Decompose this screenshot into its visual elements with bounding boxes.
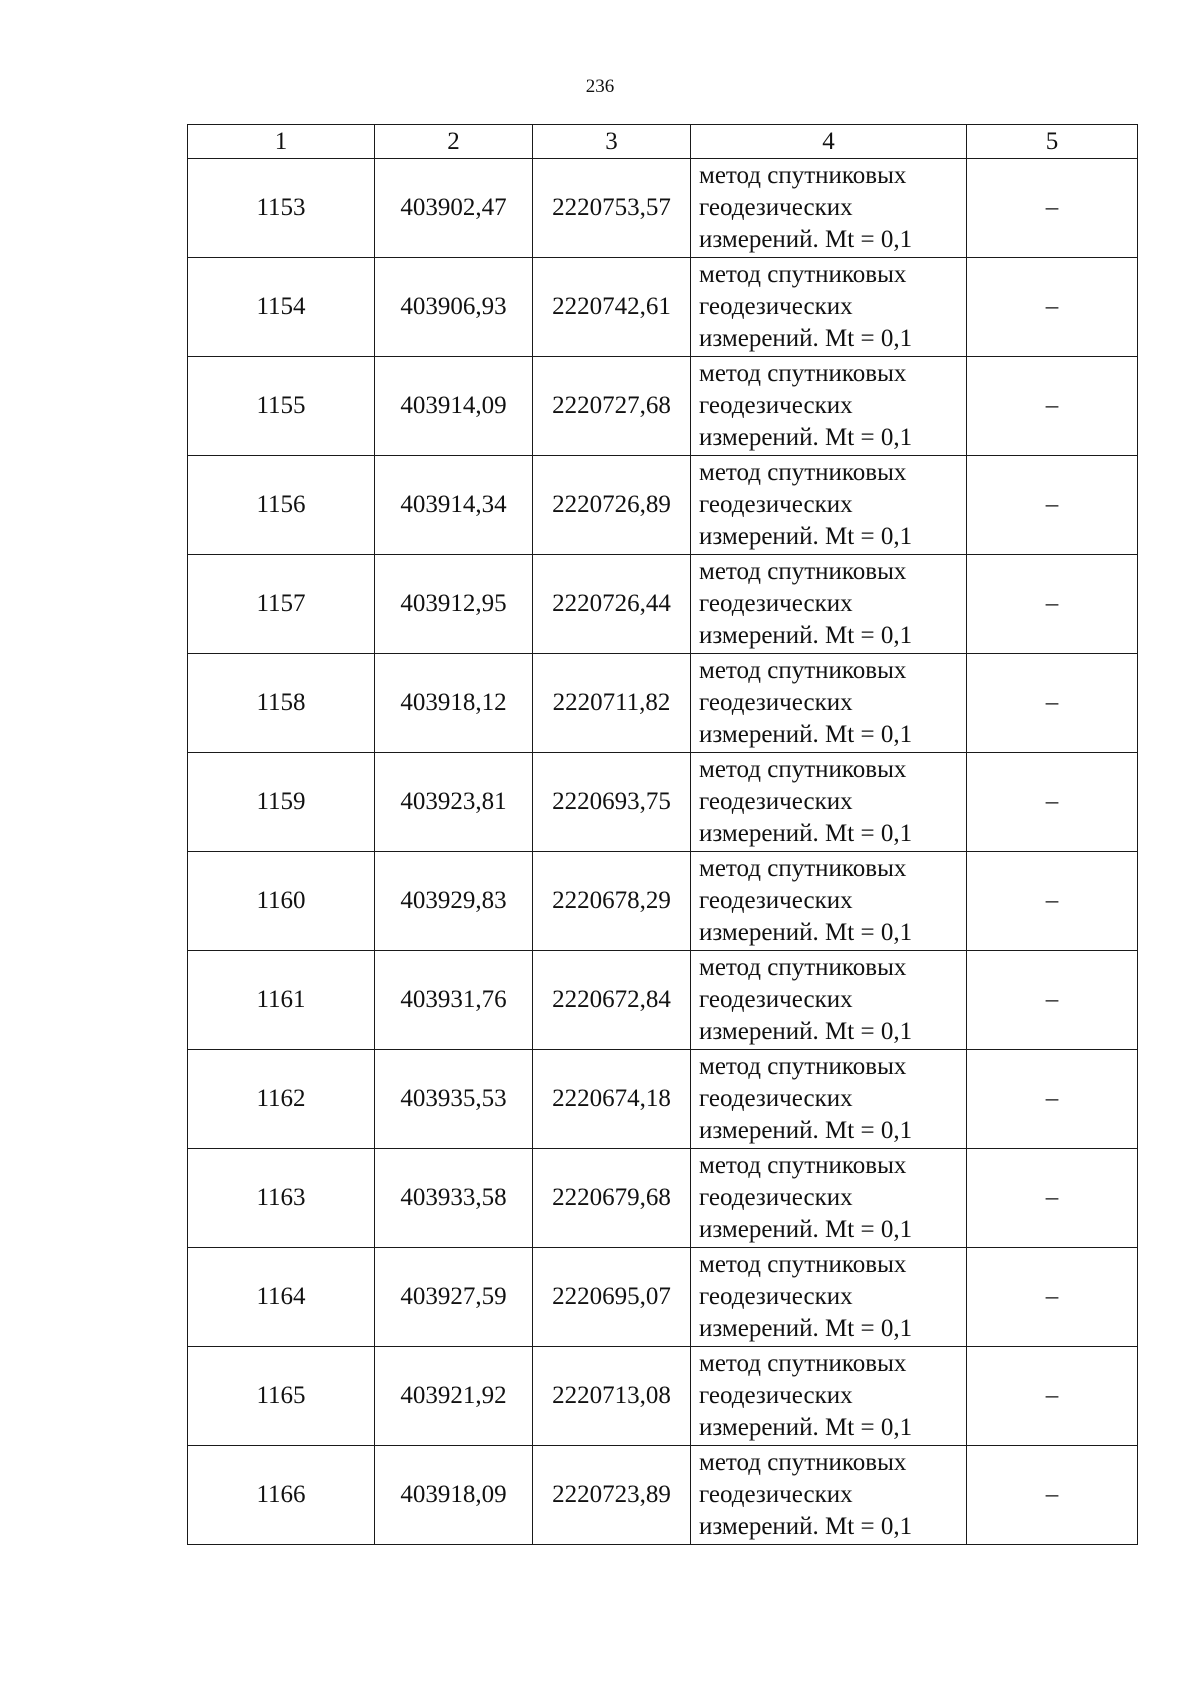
method-line: измерений. Mt = 0,1 — [699, 919, 913, 946]
column-header: 5 — [967, 125, 1138, 159]
method-line: метод спутниковых — [699, 1053, 907, 1080]
method-cell — [691, 1446, 967, 1545]
table-row — [188, 555, 1138, 654]
method-line: метод спутниковых — [699, 855, 907, 882]
method-cell — [691, 1347, 967, 1446]
column-5-cell: – — [967, 555, 1138, 654]
method-line: метод спутниковых — [699, 756, 907, 783]
y-coordinate-cell: 2220678,29 — [533, 852, 691, 951]
method-line: метод спутниковых — [699, 360, 907, 387]
column-5-cell: – — [967, 1149, 1138, 1248]
method-cell — [691, 1050, 967, 1149]
method-line: метод спутниковых — [699, 1350, 907, 1377]
column-header: 4 — [691, 125, 967, 159]
x-coordinate-cell: 403918,09 — [375, 1446, 533, 1545]
column-5-cell: – — [967, 1347, 1138, 1446]
method-line: геодезических — [699, 293, 853, 320]
method-line: метод спутниковых — [699, 1152, 907, 1179]
method-line: метод спутниковых — [699, 657, 907, 684]
method-line: геодезических — [699, 986, 853, 1013]
method-line: метод спутниковых — [699, 954, 907, 981]
method-line: метод спутниковых — [699, 558, 907, 585]
method-line: геодезических — [699, 590, 853, 617]
column-header: 3 — [533, 125, 691, 159]
method-line: геодезических — [699, 491, 853, 518]
method-line: измерений. Mt = 0,1 — [699, 1216, 913, 1243]
column-5-cell: – — [967, 852, 1138, 951]
y-coordinate-cell: 2220679,68 — [533, 1149, 691, 1248]
method-line: метод спутниковых — [699, 261, 907, 288]
y-coordinate-cell: 2220695,07 — [533, 1248, 691, 1347]
point-number-cell: 1161 — [188, 951, 375, 1050]
point-number-cell: 1154 — [188, 258, 375, 357]
method-line: измерений. Mt = 0,1 — [699, 523, 913, 550]
method-line: метод спутниковых — [699, 1251, 907, 1278]
method-cell — [691, 1149, 967, 1248]
point-number-cell: 1164 — [188, 1248, 375, 1347]
method-line: метод спутниковых — [699, 1449, 907, 1476]
method-cell — [691, 258, 967, 357]
x-coordinate-cell: 403933,58 — [375, 1149, 533, 1248]
point-number-cell: 1157 — [188, 555, 375, 654]
x-coordinate-cell: 403914,09 — [375, 357, 533, 456]
table-row — [188, 753, 1138, 852]
table-row — [188, 1446, 1138, 1545]
table-row — [188, 951, 1138, 1050]
method-line: геодезических — [699, 1481, 853, 1508]
method-cell — [691, 753, 967, 852]
method-line: геодезических — [699, 1283, 853, 1310]
x-coordinate-cell: 403931,76 — [375, 951, 533, 1050]
x-coordinate-cell: 403918,12 — [375, 654, 533, 753]
table-row — [188, 258, 1138, 357]
y-coordinate-cell: 2220726,44 — [533, 555, 691, 654]
column-5-cell: – — [967, 159, 1138, 258]
method-line: измерений. Mt = 0,1 — [699, 325, 913, 352]
method-line: геодезических — [699, 194, 853, 221]
y-coordinate-cell: 2220753,57 — [533, 159, 691, 258]
method-line: геодезических — [699, 1184, 853, 1211]
method-line: измерений. Mt = 0,1 — [699, 1414, 913, 1441]
point-number-cell: 1163 — [188, 1149, 375, 1248]
table-row — [188, 1248, 1138, 1347]
x-coordinate-cell: 403912,95 — [375, 555, 533, 654]
method-cell — [691, 852, 967, 951]
method-cell — [691, 654, 967, 753]
method-cell — [691, 951, 967, 1050]
method-line: измерений. Mt = 0,1 — [699, 820, 913, 847]
coordinates-table — [187, 124, 1138, 1545]
column-5-cell: – — [967, 1050, 1138, 1149]
method-line: геодезических — [699, 689, 853, 716]
table-row — [188, 1050, 1138, 1149]
method-line: геодезических — [699, 1085, 853, 1112]
table-row — [188, 852, 1138, 951]
method-cell — [691, 1248, 967, 1347]
x-coordinate-cell: 403935,53 — [375, 1050, 533, 1149]
table-row — [188, 456, 1138, 555]
column-header: 2 — [375, 125, 533, 159]
method-line: измерений. Mt = 0,1 — [699, 226, 913, 253]
table-body — [188, 125, 1138, 1545]
table-row — [188, 1149, 1138, 1248]
y-coordinate-cell: 2220727,68 — [533, 357, 691, 456]
point-number-cell: 1159 — [188, 753, 375, 852]
method-cell — [691, 555, 967, 654]
column-5-cell: – — [967, 1446, 1138, 1545]
point-number-cell: 1158 — [188, 654, 375, 753]
y-coordinate-cell: 2220693,75 — [533, 753, 691, 852]
y-coordinate-cell: 2220672,84 — [533, 951, 691, 1050]
column-5-cell: – — [967, 258, 1138, 357]
point-number-cell: 1160 — [188, 852, 375, 951]
column-5-cell: – — [967, 654, 1138, 753]
x-coordinate-cell: 403927,59 — [375, 1248, 533, 1347]
y-coordinate-cell: 2220674,18 — [533, 1050, 691, 1149]
page-number: 236 — [585, 76, 615, 97]
x-coordinate-cell: 403906,93 — [375, 258, 533, 357]
method-cell — [691, 357, 967, 456]
table-header-row — [188, 125, 1138, 159]
column-header: 1 — [188, 125, 375, 159]
column-5-cell: – — [967, 753, 1138, 852]
method-line: измерений. Mt = 0,1 — [699, 1513, 913, 1540]
method-cell — [691, 159, 967, 258]
method-line: геодезических — [699, 392, 853, 419]
method-line: метод спутниковых — [699, 162, 907, 189]
method-line: геодезических — [699, 1382, 853, 1409]
point-number-cell: 1156 — [188, 456, 375, 555]
column-5-cell: – — [967, 951, 1138, 1050]
method-line: метод спутниковых — [699, 459, 907, 486]
x-coordinate-cell: 403929,83 — [375, 852, 533, 951]
y-coordinate-cell: 2220726,89 — [533, 456, 691, 555]
x-coordinate-cell: 403914,34 — [375, 456, 533, 555]
x-coordinate-cell: 403923,81 — [375, 753, 533, 852]
column-5-cell: – — [967, 1248, 1138, 1347]
y-coordinate-cell: 2220711,82 — [533, 654, 691, 753]
point-number-cell: 1155 — [188, 357, 375, 456]
method-cell — [691, 456, 967, 555]
x-coordinate-cell: 403921,92 — [375, 1347, 533, 1446]
y-coordinate-cell: 2220742,61 — [533, 258, 691, 357]
method-line: измерений. Mt = 0,1 — [699, 424, 913, 451]
point-number-cell: 1153 — [188, 159, 375, 258]
method-line: измерений. Mt = 0,1 — [699, 1315, 913, 1342]
point-number-cell: 1166 — [188, 1446, 375, 1545]
x-coordinate-cell: 403902,47 — [375, 159, 533, 258]
method-line: измерений. Mt = 0,1 — [699, 1018, 913, 1045]
table-row — [188, 159, 1138, 258]
point-number-cell: 1165 — [188, 1347, 375, 1446]
point-number-cell: 1162 — [188, 1050, 375, 1149]
table-row — [188, 654, 1138, 753]
method-line: геодезических — [699, 887, 853, 914]
method-line: геодезических — [699, 788, 853, 815]
y-coordinate-cell: 2220713,08 — [533, 1347, 691, 1446]
table-row — [188, 357, 1138, 456]
y-coordinate-cell: 2220723,89 — [533, 1446, 691, 1545]
method-line: измерений. Mt = 0,1 — [699, 622, 913, 649]
column-5-cell: – — [967, 456, 1138, 555]
column-5-cell: – — [967, 357, 1138, 456]
method-line: измерений. Mt = 0,1 — [699, 1117, 913, 1144]
method-line: измерений. Mt = 0,1 — [699, 721, 913, 748]
table-row — [188, 1347, 1138, 1446]
